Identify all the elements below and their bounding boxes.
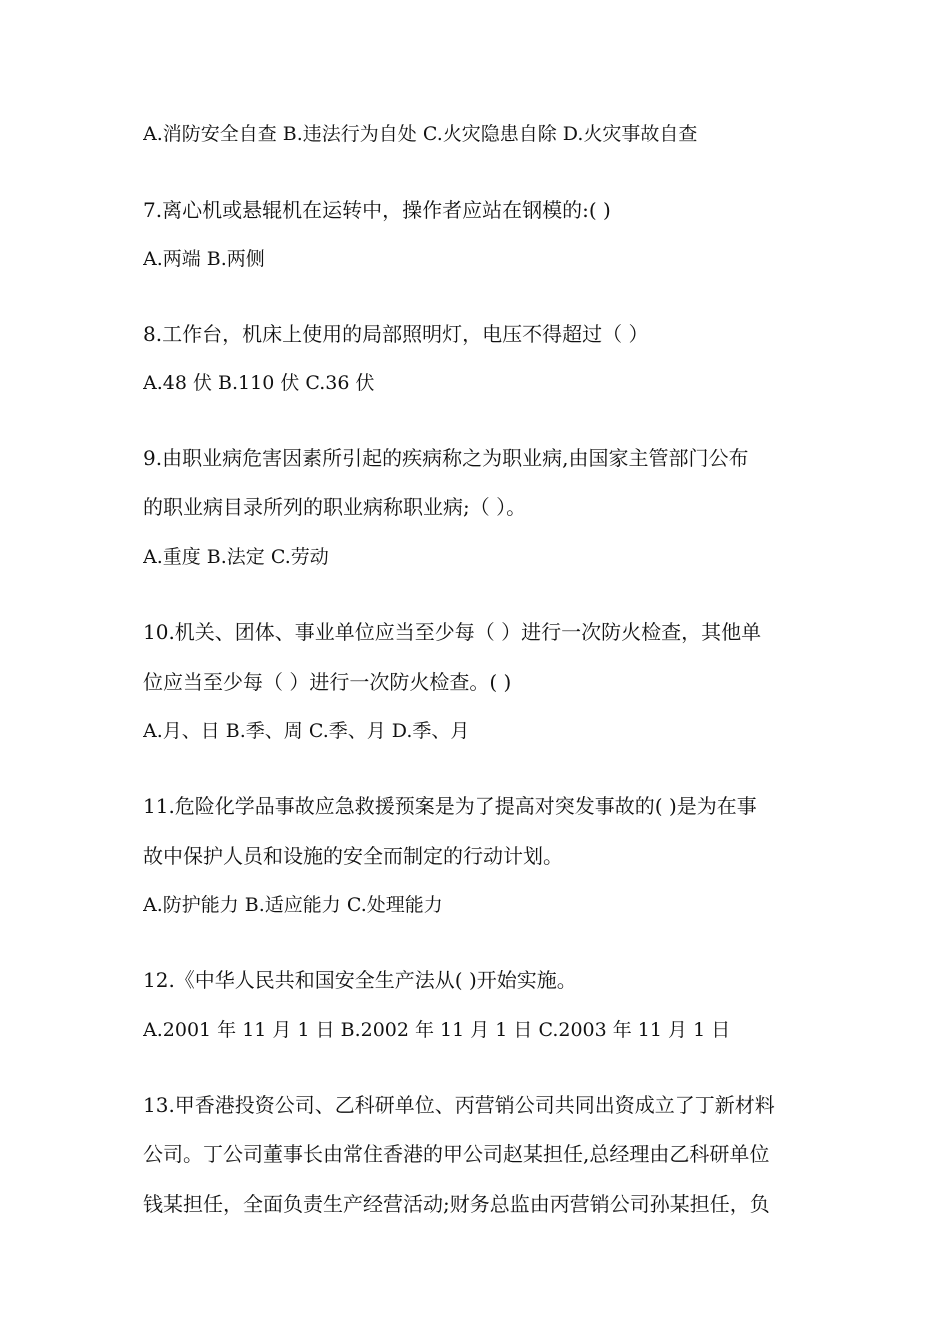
- q13-question-line-3: 钱某担任，全面负责生产经营活动;财务总监由丙营销公司孙某担任，负: [143, 1192, 770, 1216]
- q13-question-line-2: 公司。丁公司董事长由常住香港的甲公司赵某担任,总经理由乙科研单位: [143, 1142, 770, 1166]
- q7-question: 7.离心机或悬辊机在运转中，操作者应站在钢模的:( ): [143, 198, 611, 222]
- q12-options: A.2001 年 11 月 1 日 B.2002 年 11 月 1 日 C.2003 年 11 月 1 日: [143, 1019, 731, 1041]
- q12-question: 12.《中华人民共和国安全生产法从( )开始实施。: [143, 968, 577, 992]
- q13-question-line-1: 13.甲香港投资公司、乙科研单位、丙营销公司共同出资成立了丁新材料: [143, 1093, 775, 1117]
- q10-options: A.月、日 B.季、周 C.季、月 D.季、月: [143, 720, 470, 742]
- q11-options: A.防护能力 B.适应能力 C.处理能力: [143, 894, 443, 916]
- q8-question: 8.工作台，机床上使用的局部照明灯，电压不得超过（ ）: [143, 322, 649, 346]
- q10-question-line-1: 10.机关、团体、事业单位应当至少每（ ）进行一次防火检查，其他单: [143, 620, 762, 644]
- q11-question-line-2: 故中保护人员和设施的安全而制定的行动计划。: [143, 844, 563, 868]
- q10-question-line-2: 位应当至少每（ ）进行一次防火检查。( ): [143, 670, 512, 694]
- q9-question-line-1: 9.由职业病危害因素所引起的疾病称之为职业病,由国家主管部门公布: [143, 446, 749, 470]
- q11-question-line-1: 11.危险化学品事故应急救援预案是为了提高对突发事故的( )是为在事: [143, 794, 757, 818]
- q6-options: A.消防安全自查 B.违法行为自处 C.火灾隐患自除 D.火灾事故自查: [143, 123, 698, 145]
- q9-question-line-2: 的职业病目录所列的职业病称职业病;（ ）。: [143, 495, 527, 519]
- q9-options: A.重度 B.法定 C.劳动: [143, 546, 329, 568]
- q7-options: A.两端 B.两侧: [143, 248, 265, 270]
- q8-options: A.48 伏 B.110 伏 C.36 伏: [143, 372, 375, 394]
